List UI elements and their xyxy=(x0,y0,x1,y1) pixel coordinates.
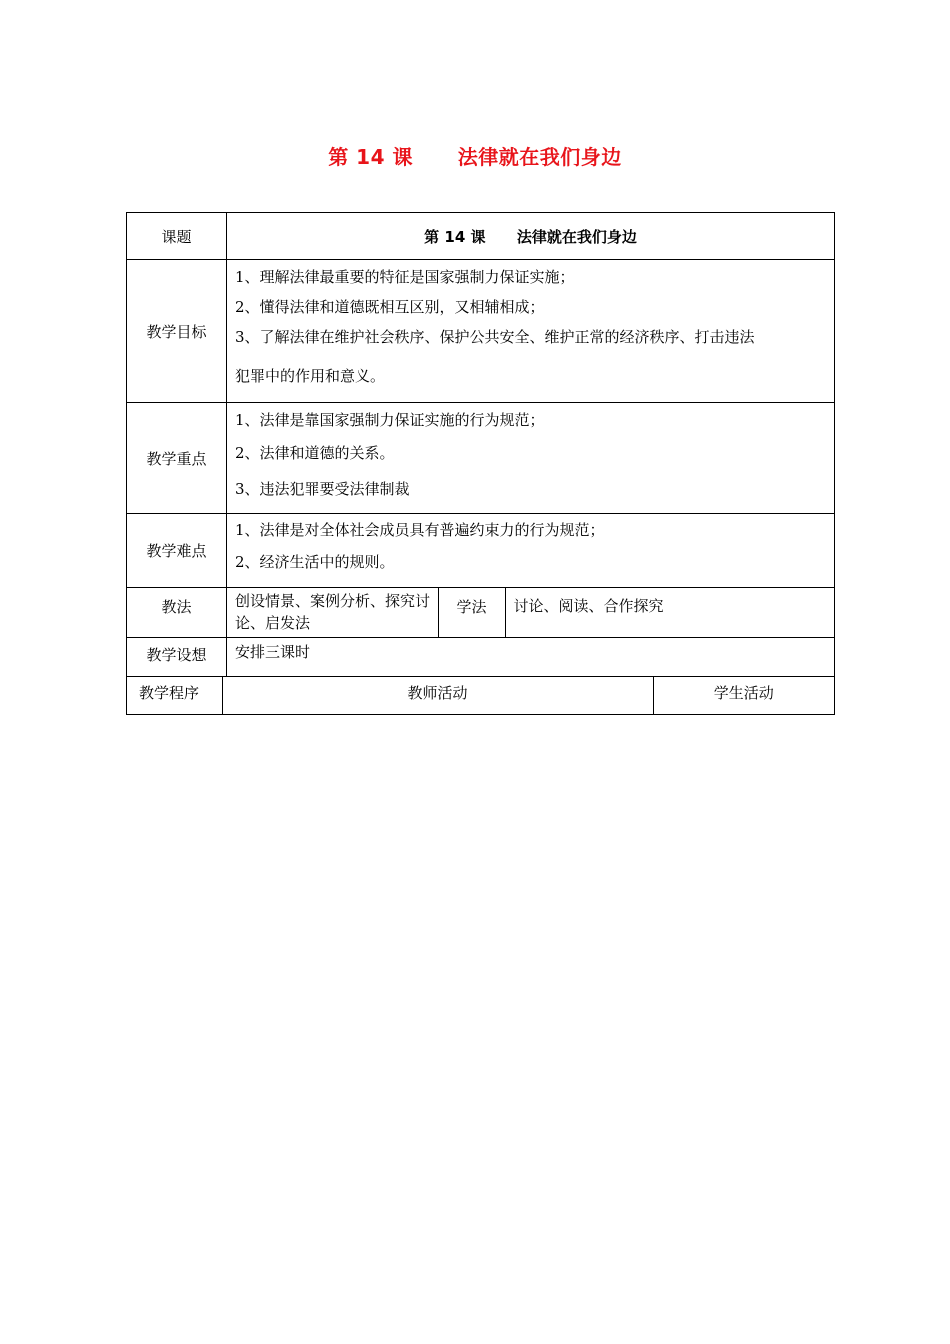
teach-method-value-cell xyxy=(227,588,438,637)
procedure-cell xyxy=(127,677,835,715)
goals-label: 教学目标 xyxy=(127,260,227,403)
goal-item: 3、了解法律在维护社会秩序、保护公共安全、维护正常的经济秩序、打击违法 xyxy=(235,328,755,346)
teacher-activity-header-cell xyxy=(222,677,653,714)
topic-value: 第 14 课 法律就在我们身边 xyxy=(227,213,835,260)
procedure-row xyxy=(127,677,835,715)
goals-row xyxy=(127,260,835,403)
goals-cell xyxy=(227,260,835,403)
learn-method-value-cell xyxy=(505,588,834,637)
teach-method-label: 教法 xyxy=(161,598,192,616)
document-title: 第 14 课 法律就在我们身边 xyxy=(328,145,622,169)
key-points-row xyxy=(127,403,835,514)
design-label: 教学设想 xyxy=(146,646,207,664)
key-points-cell xyxy=(227,403,835,514)
lesson-plan-table xyxy=(126,212,835,715)
topic-row xyxy=(127,213,835,260)
difficulties-list xyxy=(227,514,834,580)
key-points-list xyxy=(227,403,834,507)
difficulty-item: 2、经济生活中的规则。 xyxy=(235,553,395,571)
methods-subtable xyxy=(227,588,834,637)
teacher-activity-header: 教师活动 xyxy=(407,684,468,702)
methods-row xyxy=(127,588,835,638)
teach-method-label-cell xyxy=(127,588,227,638)
key-point-item: 1、法律是靠国家强制力保证实施的行为规范； xyxy=(235,411,545,429)
methods-cell xyxy=(227,588,835,638)
difficulties-cell xyxy=(227,514,835,588)
learn-method-label: 学法 xyxy=(456,598,487,616)
key-point-item: 3、违法犯罪要受法律制裁 xyxy=(235,480,410,498)
goal-item: 2、懂得法律和道德既相互区别，又相辅相成； xyxy=(235,298,545,316)
design-cell xyxy=(227,638,835,677)
difficulties-row xyxy=(127,514,835,588)
design-row xyxy=(127,638,835,677)
design-value: 安排三课时 xyxy=(235,643,311,661)
procedure-subtable xyxy=(127,677,834,714)
key-point-item: 2、法律和道德的关系。 xyxy=(235,444,395,462)
topic-label: 课题 xyxy=(127,213,227,260)
goals-list xyxy=(227,260,834,400)
procedure-label-cell xyxy=(127,677,222,714)
difficulty-item: 1、法律是对全体社会成员具有普遍约束力的行为规范； xyxy=(235,521,605,539)
learn-method-value: 讨论、阅读、合作探究 xyxy=(513,597,664,615)
student-activity-header-cell xyxy=(653,677,834,714)
student-activity-header: 学生活动 xyxy=(713,684,774,702)
goal-item: 犯罪中的作用和意义。 xyxy=(235,367,386,385)
design-label-cell xyxy=(127,638,227,677)
teach-method-value: 创设情景、案例分析、探究讨论、启发法 xyxy=(235,592,431,632)
goal-item: 1、理解法律最重要的特征是国家强制力保证实施； xyxy=(235,268,575,286)
procedure-label: 教学程序 xyxy=(139,684,200,702)
learn-method-label-cell xyxy=(438,588,505,637)
difficulties-label: 教学难点 xyxy=(127,514,227,588)
key-points-label: 教学重点 xyxy=(127,403,227,514)
